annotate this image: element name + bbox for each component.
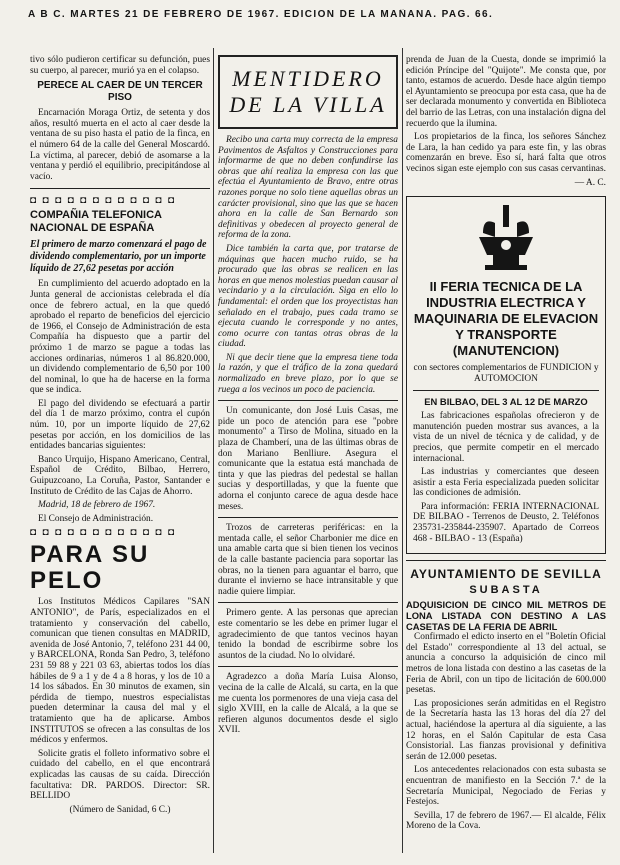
column-left — [30, 55, 210, 818]
feria-subtitle: con sectores complementarios de FUNDICION y AUTOMOCION — [413, 363, 599, 385]
column-paragraph: Un comunicante, don José Luis Casas, me pide un poco de atención para ese "pobre monumento" a Tirso de Molina, situado en la plaza de Chamberí, una de las últimas obras de don Mariano Benlliure. Asegura el comunicante que la estatua está manchada de tinta y que las piedras del pedestal se hallan sucias y desportilladas, y que la fuente que adorna el conjunto carece de agua desde hace meses. — [218, 406, 398, 512]
column-paragraph: Agradezco a doña María Luisa Alonso, vecina de la calle de Alcalá, su carta, en la que me cuenta los pormenores de una vieja casa del siglo XVIII, en la calle de Alcalá, a la que se refieren algunos documentos desde el siglo XVII. — [218, 672, 398, 736]
company-title: COMPAÑIA TELEFONICA NACIONAL DE ESPAÑA — [30, 209, 162, 235]
hair-ad-body: Solicite gratis el folleto informativo sobre el cuidado del cabello, en el que encontrará explicadas las causas de su caída. Dirección facultativa: DR. PARDOS. Director: SR. BELLIDO — [30, 748, 210, 802]
column-paragraph: Los propietarios de la finca, los señores Sánchez de Lara, la han cedido ya para este fin, y las obras comenzarán en breve. Eso sí, hará falta que otros vecinos sigan este ejemplo con sus casas cervantinas. — [406, 132, 606, 174]
column-middle — [218, 55, 398, 739]
sevilla-council-title: AYUNTAMIENTO DE SEVILLA — [410, 567, 602, 582]
feria-advert — [406, 196, 606, 554]
auction-paragraph: Las proposiciones serán admitidas en el Registro de la Secretaría hasta las 13 horas del día 27 del actual, haciéndose la apertura al día siguiente, a las 12 horas, en el Salón Capitular de esta Casa Consistorial. Las fianzas provisional y definitiva serán de 12.000 pesetas. — [406, 698, 606, 762]
column-paragraph: Trozos de carreteras periféricas: en la mentada calle, el señor Charbonier me dice en una amable carta que si bien tienen los vecinos de la calle bastante paciencia para soportar las obras, no la tienen para aguantar el barro, que durante el invierno se hace intransitable y que nadie quiere limpiar. — [218, 523, 398, 597]
divider — [218, 602, 398, 603]
feria-title: II FERIA TECNICA DE LA INDUSTRIA ELECTRICA Y MAQUINARIA DE ELEVACION Y TRANSPORTE (MANUTENCION) — [413, 279, 599, 359]
column-rule — [213, 48, 214, 853]
dividend-date: Madrid, 18 de febrero de 1967. — [38, 500, 156, 511]
hair-ad-title: PARA SU PELO — [30, 541, 150, 595]
divider — [406, 560, 606, 561]
ornament-row: ◘ ◘ ◘ ◘ ◘ ◘ ◘ ◘ ◘ ◘ ◘ ◘ — [30, 195, 176, 207]
divider — [413, 390, 599, 391]
fall-headline: PERECE AL CAER DE UN TERCER PISO — [37, 80, 203, 104]
dividend-signature: El Consejo de Administración. — [38, 513, 154, 524]
auction-paragraph: Confirmado el edicto inserto en el "Boletín Oficial del Estado" correspondiente al 13 del actual, se anuncia a concurso la adquisición de cinco mil metros de lona listada con destino a las casetas de la Feria de Abril, con un tipo de licitación de 600.000 pesetas. — [406, 632, 606, 696]
divider — [218, 666, 398, 667]
column-signature: — A. C. — [574, 177, 606, 188]
column-rule — [402, 48, 403, 853]
mentidero-masthead — [218, 55, 398, 129]
feria-dates: EN BILBAO, DEL 3 AL 12 DE MARZO — [424, 396, 588, 408]
column-paragraph: Recibo una carta muy correcta de la empresa Pavimentos de Asfaltos y Construcciones para informarme de que no deben confundirse las obras que ahí realiza la empresa con las que efectúa el Ayuntamiento de Bravo, entre otras razones porque no solo tiene aquellas obras un carácter provisional, sino que las que se hacen ahora en la calle de San Bernardo son definitivas y obedecen al proyecto general de reforma de la zona. — [218, 135, 398, 241]
divider — [218, 400, 398, 401]
hair-ad-footer: (Número de Sanidad, 6 C.) — [69, 804, 171, 815]
auction-title: SUBASTA — [469, 584, 543, 597]
divider — [218, 517, 398, 518]
ornament-row: ◘ ◘ ◘ ◘ ◘ ◘ ◘ ◘ ◘ ◘ ◘ ◘ — [30, 527, 176, 539]
column-paragraph: Dice también la carta que, por tratarse de máquinas que hacen mucho ruido, se ha procurado que las obras se realicen en las horas en que menos molestias puedan causar al vecindario y a la circulación. Siga en ello lo fundamental: el orden que los proyectistas han señalado en el trabajo, pues cada tramo se ejecuta cuando le corresponde y no antes, como ocurre con tantas otras obras de la ciudad. — [218, 243, 398, 350]
dividend-banks: Banco Urquijo, Hispano Americano, Central, Español de Crédito, Bilbao, Herrero, Guipuzcoano, La Coruña, Pastor, Santander e Instituto de Crédito de las Cajas de Ahorro. — [30, 454, 210, 497]
column-paragraph: prenda de Juan de la Cuesta, donde se imprimió la edición Príncipe del "Quijote". Me consta que, por tanto, estamos de acuerdo. Desde hace algún tiempo el Ayuntamiento se preocupa por esta casa, que ha de ser declarada monumento y convertida en Biblioteca del barrio de las Letras, con una instalación digna del recuerdo que la ilumina. — [406, 55, 606, 129]
feria-paragraph: Las industrias y comerciantes que deseen asistir a esta Feria especializada pueden solicitar las condiciones de admisión. — [413, 467, 599, 499]
divider — [30, 188, 210, 189]
accident-tail: tivo sólo pudieron certificar su defunción, pues su cuerpo, al parecer, murió ya en el colapso. — [30, 55, 210, 76]
hair-ad-body: Los Institutos Médicos Capilares "SAN ANTONIO", de París, especializados en el tratamiento y conservación del cabello, comunican que tienen consultas en MADRID, avenida de José Antonio, 7, teléfono 231 44 00, y BARCELONA, Ronda San Pedro, 3, teléfono 231 59 88 y 221 03 63, abiertas todos los días hábiles de 9 a 1 y de 4 a 8 horas, y los de 10 a 14 los sábados. En 30 minutos de examen, sin pérdida de tiempo, nuestros especialistas pueden determinar la causa del mal y el tratamiento que ha de aplicarse. Ambos INSTITUTOS se ofrecen a las consultas de los médicos y enfermos. — [30, 597, 210, 746]
column-right — [406, 55, 606, 835]
page-header: A B C. MARTES 21 DE FEBRERO DE 1967. EDICION DE LA MAÑANA. PAG. 66. — [28, 9, 494, 20]
column-paragraph: Primero gente. A las personas que aprecian este comentario se les debe en primer lugar el agradecimiento de que tantos vecinos hayan tenido la bondad de escribirme sobre los asuntos de la ciudad. No lo olvidaré. — [218, 608, 398, 661]
auction-subject: ADQUISICION DE CINCO MIL METROS DE LONA LISTADA CON DESTINO A LAS CASETAS DE LA FERIA DE ABRIL — [406, 599, 606, 633]
feria-logo-icon — [471, 203, 541, 273]
dividend-paragraph: El pago del dividendo se efectuará a partir del día 1 de marzo próximo, contra el cupón núm. 10, por un importe líquido de 27,62 pesetas por acción, en los domicilios de las entidades bancarias siguientes: — [30, 398, 210, 452]
masthead-line: MENTIDERO — [232, 66, 384, 91]
auction-paragraph: Los antecedentes relacionados con esta subasta se encuentran de manifiesto en la Sección 7.ª de la Secretaría Municipal, Negociado de Ferias y Festejos. — [406, 765, 606, 808]
dividend-headline: El primero de marzo comenzará el pago de dividendo complementario, por un importe líquido de 27,62 pesetas por acción — [30, 239, 207, 275]
dividend-paragraph: En cumplimiento del acuerdo adoptado en la Junta general de accionistas celebrada el día once de febrero actual, en la que quedó aprobado el reparto de beneficios del ejercicio de 1966, el Consejo de Administración de esta Compañía ha dispuesto que a partir del próximo 1 de marzo se pague a todas las acciones ordinarias, números 1 al 86.820.000, un dividendo complementario de 6,50 por 100 del nominal, lo que ha de hacerse en la forma que se indica. — [30, 279, 210, 396]
feria-contact: Para información: FERIA INTERNACIONAL DE BILBAO - Terrenos de Deusto, 2. Teléfonos 235731-235844-235907. Apartado de Correos 468 - BILBAO - 13 (España) — [413, 501, 599, 544]
feria-paragraph: Las fabricaciones españolas ofrecieron y de manutención pueden mostrar sus avances, a la vista de un nivel de técnica y de calidad, y de precios, que permite competir en el mercado internacional. — [413, 411, 599, 464]
masthead-line: DE LA VILLA — [229, 92, 387, 117]
auction-date: Sevilla, 17 de febrero de 1967.— El alcalde, Félix Moreno de la Cova. — [406, 810, 606, 832]
column-paragraph: Ni que decir tiene que la empresa tiene toda la razón, y que el tráfico de la zona quedará normalizado en breve plazo, por lo que se ruega a los vecinos un poco de paciencia. — [218, 352, 398, 395]
fall-article: Encarnación Moraga Ortiz, de setenta y dos años, resultó muerta en el acto al caer desde la ventana de su piso hasta el patio de la finca, en el número 64 de la calle del General Moscardó. La víctima, al parecer, debió de asomarse a la ventana y perdió el equilibrio, precipitándose al vacío. — [30, 108, 210, 182]
